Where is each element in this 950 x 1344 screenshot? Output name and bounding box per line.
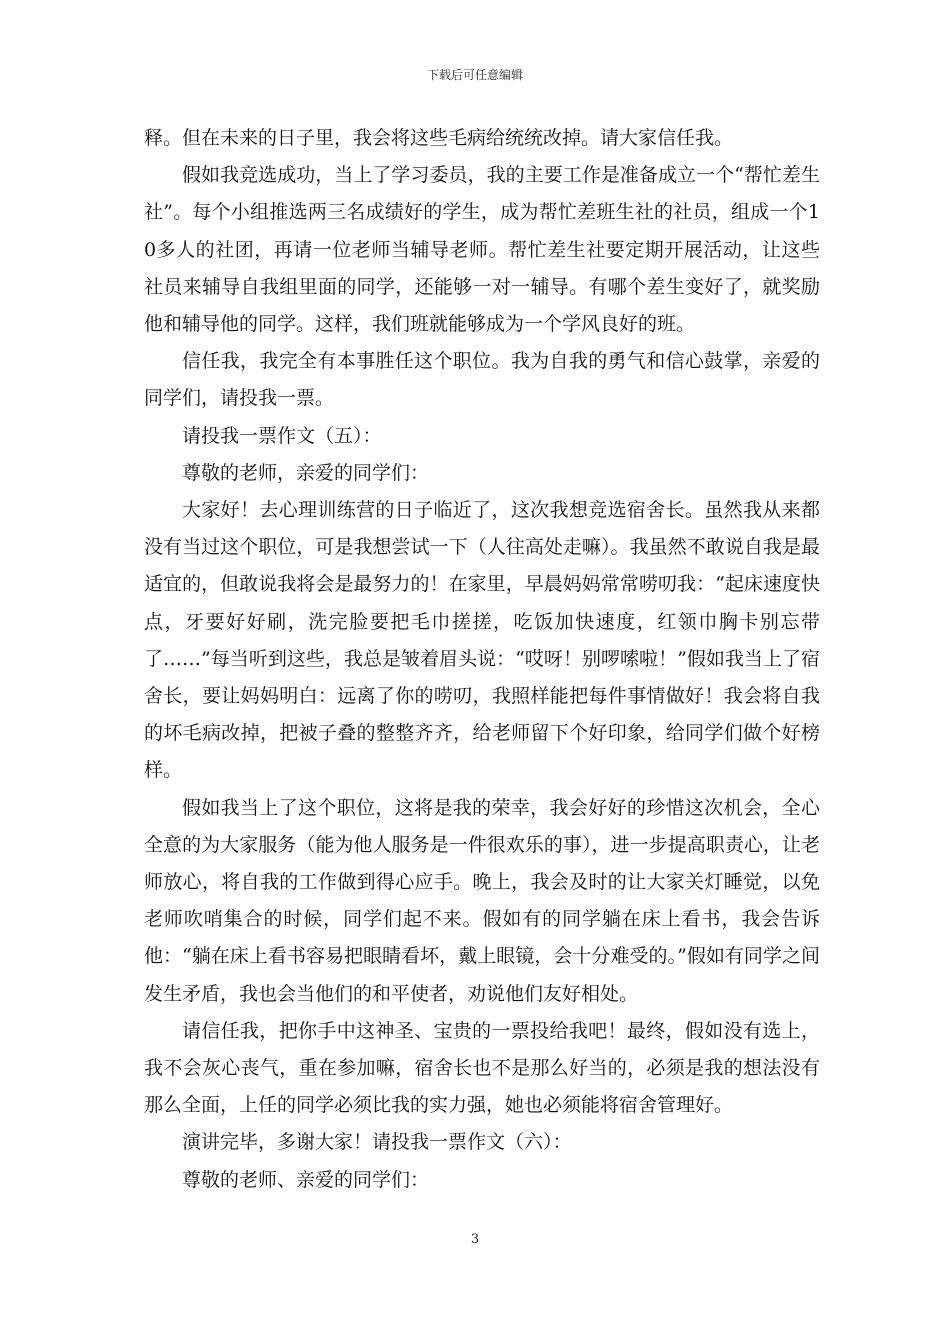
page-header: 下载后可任意编辑 bbox=[426, 68, 523, 82]
page-number: 3 bbox=[470, 1232, 480, 1247]
paragraph: 假如我竞选成功，当上了学习委员，我的主要工作是准备成立一个“帮忙差生社”。每个小组推选两三名成绩好的学生，成为帮忙差班生社的社员，组成一个10多人的社团，再请一位老师当辅导老师。帮忙差生社要定期开展活动，让这些社员来辅导自我组里面的同学，还能够一对一辅导。有哪个差生变好了，就奖励他和辅导他的同学。这样，我们班就能够成为一个学风良好的班。 bbox=[144, 164, 820, 336]
document-body bbox=[144, 120, 820, 1199]
section-heading: 请投我一票作文（五）： bbox=[182, 424, 382, 447]
paragraph: 大家好！去心理训练营的日子临近了，这次我想竞选宿舍长。虽然我从来都没有当过这个职位，可是我想尝试一下（人往高处走嘛）。我虽然不敢说自我是最适宜的，但敢说我将会是最努力的！在家里，早晨妈妈常常唠叨我：“起床速度快点，牙要好好刷，洗完脸要把毛巾搓搓，吃饭加快速度，红领巾胸卡别忘带了……”每当听到这些，我总是皱着眉头说：“哎呀！别啰嗦啦！”假如我当上了宿舍长，要让妈妈明白：远离了你的唠叨，我照样能把每件事情做好！我会将自我的坏毛病改掉，把被子叠的整整齐齐，给老师留下个好印象，给同学们做个好榜样。 bbox=[144, 499, 820, 782]
paragraph: 演讲完毕，多谢大家！请投我一票作文（六）： bbox=[182, 1131, 572, 1154]
paragraph: 假如我当上了这个职位，这将是我的荣幸，我会好好的珍惜这次机会，全心全意的为大家服务（能为他人服务是一件很欢乐的事），进一步提高职责心，让老师放心，将自我的工作做到得心应手。晚上，我会及时的让大家关灯睡觉，以免老师吹哨集合的时候，同学们起不来。假如有的同学躺在床上看书，我会告诉他：“躺在床上看书容易把眼睛看坏，戴上眼镜，会十分难受的。”假如有同学之间发生矛盾，我也会当他们的和平使者，劝说他们友好相处。 bbox=[144, 796, 820, 1005]
paragraph: 释。但在未来的日子里，我会将这些毛病给统统改掉。请大家信任我。 bbox=[144, 127, 734, 149]
salutation: 尊敬的老师、亲爱的同学们： bbox=[182, 1168, 430, 1191]
salutation: 尊敬的老师，亲爱的同学们： bbox=[182, 461, 430, 484]
paragraph: 请信任我，把你手中这神圣、宝贵的一票投给我吧！最终，假如没有选上，我不会灰心丧气，重在参加嘛，宿舍长也不是那么好当的，必须是我的想法没有那么全面，上任的同学必须比我的实力强，她也必须能将宿舍管理好。 bbox=[144, 1019, 820, 1117]
paragraph: 信任我，我完全有本事胜任这个职位。我为自我的勇气和信心鼓掌，亲爱的同学们，请投我一票。 bbox=[144, 350, 820, 410]
